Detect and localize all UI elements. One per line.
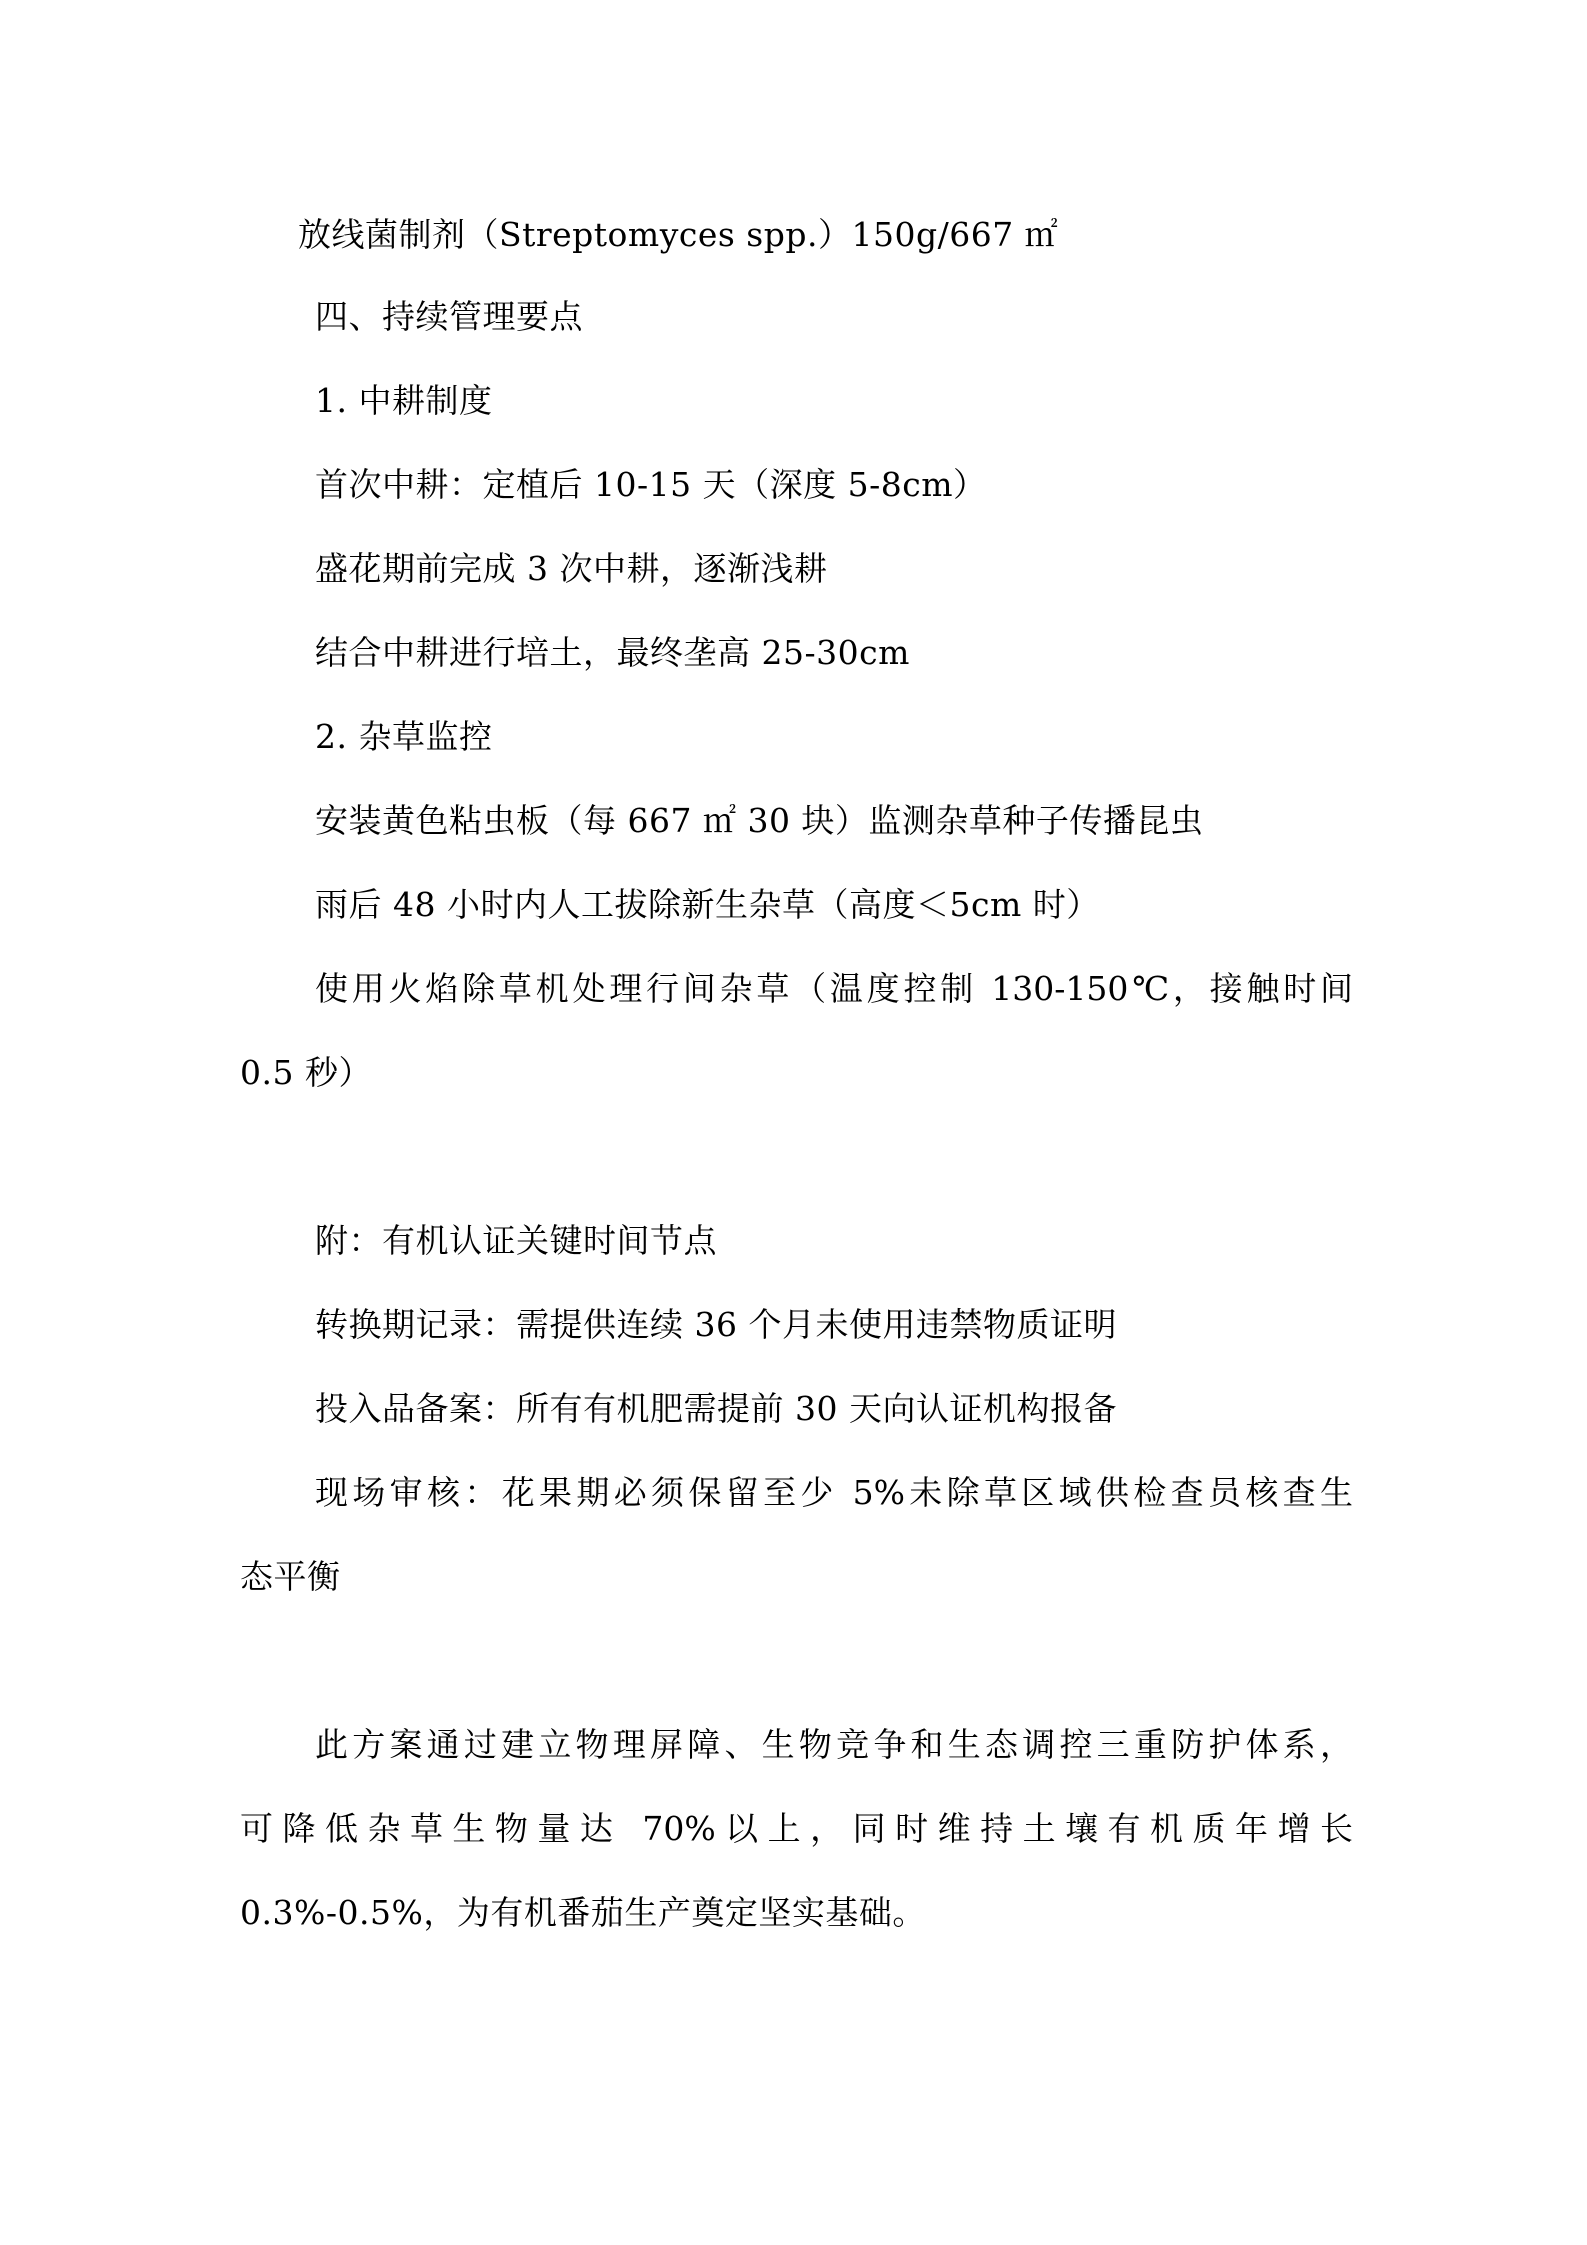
list-item: 结合中耕进行培土，最终垄高 25-30cm — [315, 633, 910, 672]
appendix-heading: 附：有机认证关键时间节点 — [315, 1221, 717, 1260]
section-heading: 四、持续管理要点 — [315, 297, 583, 336]
list-item-continuation: 0.5 秒） — [240, 1053, 372, 1092]
list-item: 雨后 48 小时内人工拔除新生杂草（高度＜5cm 时） — [315, 885, 1100, 924]
list-item: 首次中耕：定植后 10-15 天（深度 5-8cm） — [315, 465, 987, 504]
list-item: 现场审核：花果期必须保留至少 5%未除草区域供检查员核查生 — [315, 1473, 1353, 1512]
list-item: 投入品备案：所有有机肥需提前 30 天向认证机构报备 — [315, 1389, 1117, 1428]
list-item: 转换期记录：需提供连续 36 个月未使用违禁物质证明 — [315, 1305, 1117, 1344]
list-item-continuation: 态平衡 — [240, 1557, 341, 1596]
conclusion-line: 可降低杂草生物量达 70%以上，同时维持土壤有机质年增长 — [240, 1809, 1353, 1848]
subsection-title-monitoring: 2. 杂草监控 — [315, 717, 493, 756]
subsection-title-cultivation: 1. 中耕制度 — [315, 381, 493, 420]
list-item: 盛花期前完成 3 次中耕，逐渐浅耕 — [315, 549, 828, 588]
list-item: 使用火焰除草机处理行间杂草（温度控制 130-150℃，接触时间 — [315, 969, 1353, 1008]
list-item: 安装黄色粘虫板（每 667 ㎡ 30 块）监测杂草种子传播昆虫 — [315, 801, 1204, 840]
conclusion-line: 0.3%-0.5%，为有机番茄生产奠定坚实基础。 — [240, 1893, 926, 1932]
conclusion-line: 此方案通过建立物理屏障、生物竞争和生态调控三重防护体系， — [315, 1725, 1353, 1764]
actinomycetes-line: 放线菌制剂（Streptomyces spp.）150g/667 ㎡ — [298, 215, 1059, 254]
